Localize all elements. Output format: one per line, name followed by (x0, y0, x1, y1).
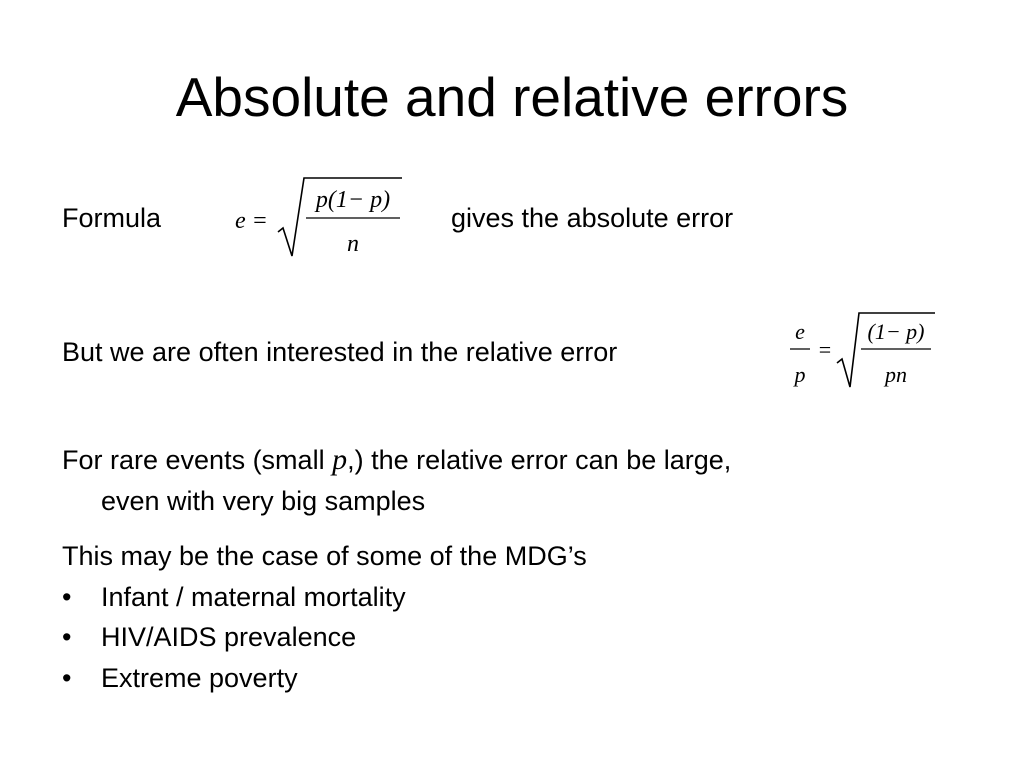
rare-events-before: For rare events (small (62, 445, 333, 475)
equals-sign: = (818, 337, 832, 362)
relative-error-formula (785, 305, 945, 400)
formula-label: Formula (62, 203, 162, 233)
formula-lhs: e = (235, 208, 268, 234)
lhs-denominator: p (794, 362, 806, 387)
absolute-error-formula (230, 170, 410, 265)
rhs-numerator: (1− p) (867, 319, 925, 344)
bullet-marker: • (62, 663, 72, 693)
relative-error-text: But we are often interested in the relative error (62, 337, 618, 367)
bullet-item: Extreme poverty (101, 663, 298, 693)
rare-events-var: p (332, 443, 348, 476)
lhs-numerator: e (795, 319, 805, 344)
mdg-text: This may be the case of some of the MDG’s (62, 541, 587, 571)
rare-events-after: ,) the relative error can be large, (347, 445, 732, 475)
rare-events-text (62, 443, 731, 477)
bullet-marker: • (62, 622, 72, 652)
bullet-item: Infant / maternal mortality (101, 582, 406, 612)
bullet-marker: • (62, 582, 72, 612)
rare-events-continuation: even with very big samples (101, 486, 426, 516)
rhs-denominator: pn (885, 362, 907, 387)
absolute-error-text: gives the absolute error (451, 203, 734, 233)
slide-title: Absolute and relative errors (175, 66, 849, 128)
bullet-item: HIV/AIDS prevalence (101, 622, 357, 652)
formula-denominator: n (347, 231, 359, 257)
formula-numerator: p(1− p) (315, 187, 391, 213)
